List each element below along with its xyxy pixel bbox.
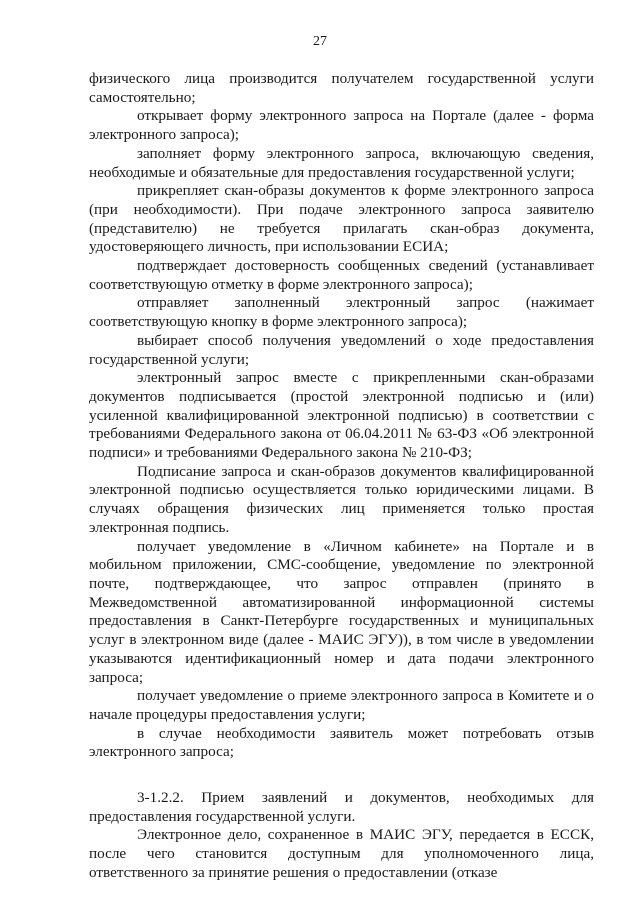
paragraph-confirm-data: подтверждает достоверность сообщенных сведений (устанавливает соответствующую отметку в форме электронного запроса); — [89, 257, 594, 293]
paragraph-open-form: открывает форму электронного запроса на Портале (далее - форма электронного запроса); — [89, 107, 594, 144]
section-heading-3-1-2-2: 3-1.2.2. Прием заявлений и документов, необходимых для предоставления государственной услуги. — [89, 789, 594, 825]
paragraph-intro: физического лица производится получателем государственной услуги самостоятельно; — [89, 70, 594, 106]
paragraph-fill-form: заполняет форму электронного запроса, включающую сведения, необходимые и обязательные для предоставления государственной услуги; — [89, 144, 594, 181]
paragraph-receive-notification: получает уведомление в «Личном кабинете» на Портале и в мобильном приложении, СМС-сообщение, уведомление по электронной почте, подтверждающее, что запрос отправлен (принято в Межведомственной автоматизированной информационной системы предоставления в Санкт-Петербурге государственных и муниципальных услуг в электронном виде (далее - МАИС ЭГУ)), в том числе в уведомлении указываются идентификационный номер и дата подачи электронного запроса; — [89, 537, 594, 686]
paragraph-attach-scans: прикрепляет скан-образы документов к форме электронного запроса (при необходимости). При подаче электронного запроса заявителю (представителю) не требуется прилагать скан-образ документа, удостоверяющего личность, при использовании ЕСИА; — [89, 182, 594, 256]
paragraph-notification-method: выбирает способ получения уведомлений о ходе предоставления государственной услуги; — [89, 331, 594, 368]
paragraph-electronic-case: Электронное дело, сохраненное в МАИС ЭГУ, передается в ЕССК, после чего становится доступным для уполномоченного лица, ответственного за принятие решения о предоставлении (отказе — [89, 826, 594, 881]
paragraph-signature-rules: Подписание запроса и скан-образов документов квалифицированной электронной подписью осуществляется только юридическими лицами. В случаях обращения физических лиц применяется только простая электронная подпись. — [89, 462, 594, 536]
page-body — [89, 70, 594, 883]
paragraph-send-request: отправляет заполненный электронный запрос (нажимает соответствующую кнопку в форме электронного запроса); — [89, 294, 594, 331]
paragraph-signature: электронный запрос вместе с прикрепленными скан-образами документов подписывается (простой электронной подписью и (или) усиленной квалифицированной электронной подписью) в соответствии с требованиями Федерального закона от 06.04.2011 № 63-ФЗ «Об электронной подписи» и требованиями Федерального закона № 210-ФЗ; — [89, 369, 594, 462]
page-number: 27 — [313, 34, 327, 49]
paragraph-acceptance-notification: получает уведомление о приеме электронного запроса в Комитете и о начале процедуры предоставления услуги; — [89, 687, 594, 723]
paragraph-withdraw-request: в случае необходимости заявитель может потребовать отзыв электронного запроса; — [89, 724, 594, 761]
